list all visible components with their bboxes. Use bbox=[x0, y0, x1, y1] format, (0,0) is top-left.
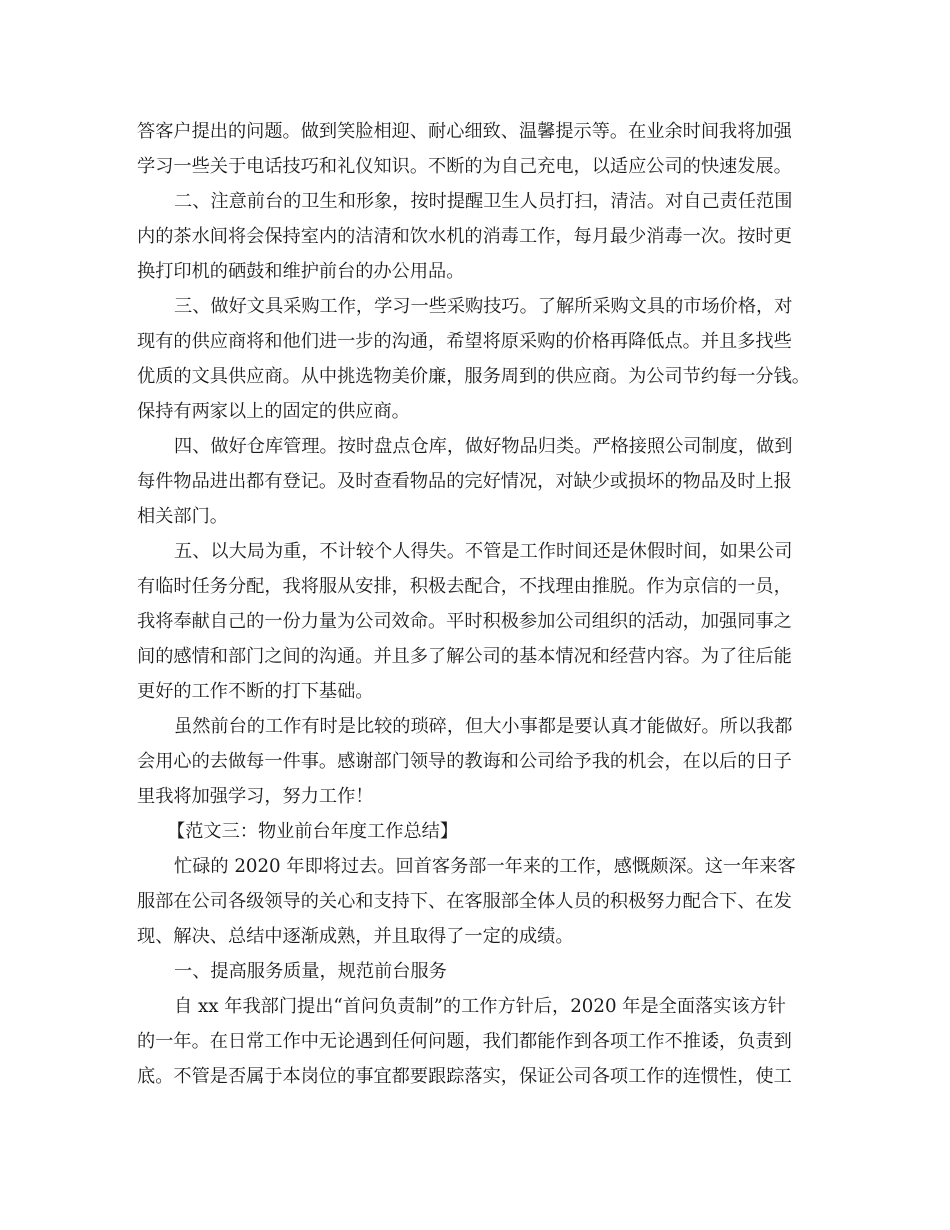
section-heading: 【范文三：物业前台年度工作总结】 bbox=[167, 821, 459, 842]
paragraph-line: 二、注意前台的卫生和形象，按时提醒卫生人员打扫，清洁。对自己责任范围 bbox=[174, 191, 793, 212]
paragraph-line: 换打印机的硒鼓和维护前台的办公用品。 bbox=[137, 261, 465, 282]
paragraph-line: 现、解决、总结中逐渐成熟，并且取得了一定的成绩。 bbox=[137, 926, 574, 947]
paragraph-line: 现有的供应商将和他们进一步的沟通，希望将原采购的价格再降低点。并且多找些 bbox=[137, 331, 792, 352]
paragraph-line: 四、做好仓库管理。按时盘点仓库，做好物品归类。严格接照公司制度，做到 bbox=[174, 436, 793, 457]
paragraph-line: 底。不管是否属于本岗位的事宜都要跟踪落实，保证公司各项工作的连惯性，使工 bbox=[137, 1066, 792, 1087]
paragraph-line: 优质的文具供应商。从中挑选物美价廉，服务周到的供应商。为公司节约每一分钱。 bbox=[137, 366, 810, 387]
paragraph-line: 的一年。在日常工作中无论遇到任何问题，我们都能作到各项工作不推诿，负责到 bbox=[137, 1031, 792, 1052]
paragraph-line: 有临时任务分配，我将服从安排，积极去配合，不找理由推脱。作为京信的一员， bbox=[137, 576, 792, 597]
paragraph-line: 自 xx 年我部门提出“首问负责制”的工作方针后，2020 年是全面落实该方针 bbox=[174, 996, 786, 1017]
paragraph-line: 忙碌的 2020 年即将过去。回首客务部一年来的工作，感慨颇深。这一年来客 bbox=[174, 856, 796, 877]
paragraph-line: 会用心的去做每一件事。感谢部门领导的教诲和公司给予我的机会，在以后的日子 bbox=[137, 751, 792, 772]
paragraph-line: 答客户提出的问题。做到笑脸相迎、耐心细致、温馨提示等。在业余时间我将加强 bbox=[137, 121, 792, 142]
paragraph-line: 相关部门。 bbox=[137, 506, 228, 527]
paragraph-line: 一、提高服务质量，规范前台服务 bbox=[174, 961, 447, 982]
paragraph-line: 里我将加强学习，努力工作！ bbox=[137, 786, 374, 807]
paragraph-line: 五、以大局为重，不计较个人得失。不管是工作时间还是休假时间，如果公司 bbox=[174, 541, 793, 562]
paragraph-line: 三、做好文具采购工作，学习一些采购技巧。了解所采购文具的市场价格，对 bbox=[174, 296, 793, 317]
paragraph-line: 每件物品进出都有登记。及时查看物品的完好情况，对缺少或损坏的物品及时上报 bbox=[137, 471, 792, 492]
paragraph-line: 虽然前台的工作有时是比较的琐碎，但大小事都是要认真才能做好。所以我都 bbox=[174, 716, 793, 737]
paragraph-line: 服部在公司各级领导的关心和支持下、在客服部全体人员的积极努力配合下、在发 bbox=[137, 891, 792, 912]
paragraph-line: 保持有两家以上的固定的供应商。 bbox=[137, 401, 410, 422]
paragraph-line: 更好的工作不断的打下基础。 bbox=[137, 681, 374, 702]
paragraph-line: 我将奉献自己的一份力量为公司效命。平时积极参加公司组织的活动，加强同事之 bbox=[137, 611, 792, 632]
document-body bbox=[137, 114, 825, 1094]
paragraph-line: 内的茶水间将会保持室内的洁清和饮水机的消毒工作，每月最少消毒一次。按时更 bbox=[137, 226, 792, 247]
paragraph-line: 学习一些关于电话技巧和礼仪知识。不断的为自己充电，以适应公司的快速发展。 bbox=[137, 156, 792, 177]
paragraph-line: 间的感情和部门之间的沟通。并且多了解公司的基本情况和经营内容。为了往后能 bbox=[137, 646, 792, 667]
